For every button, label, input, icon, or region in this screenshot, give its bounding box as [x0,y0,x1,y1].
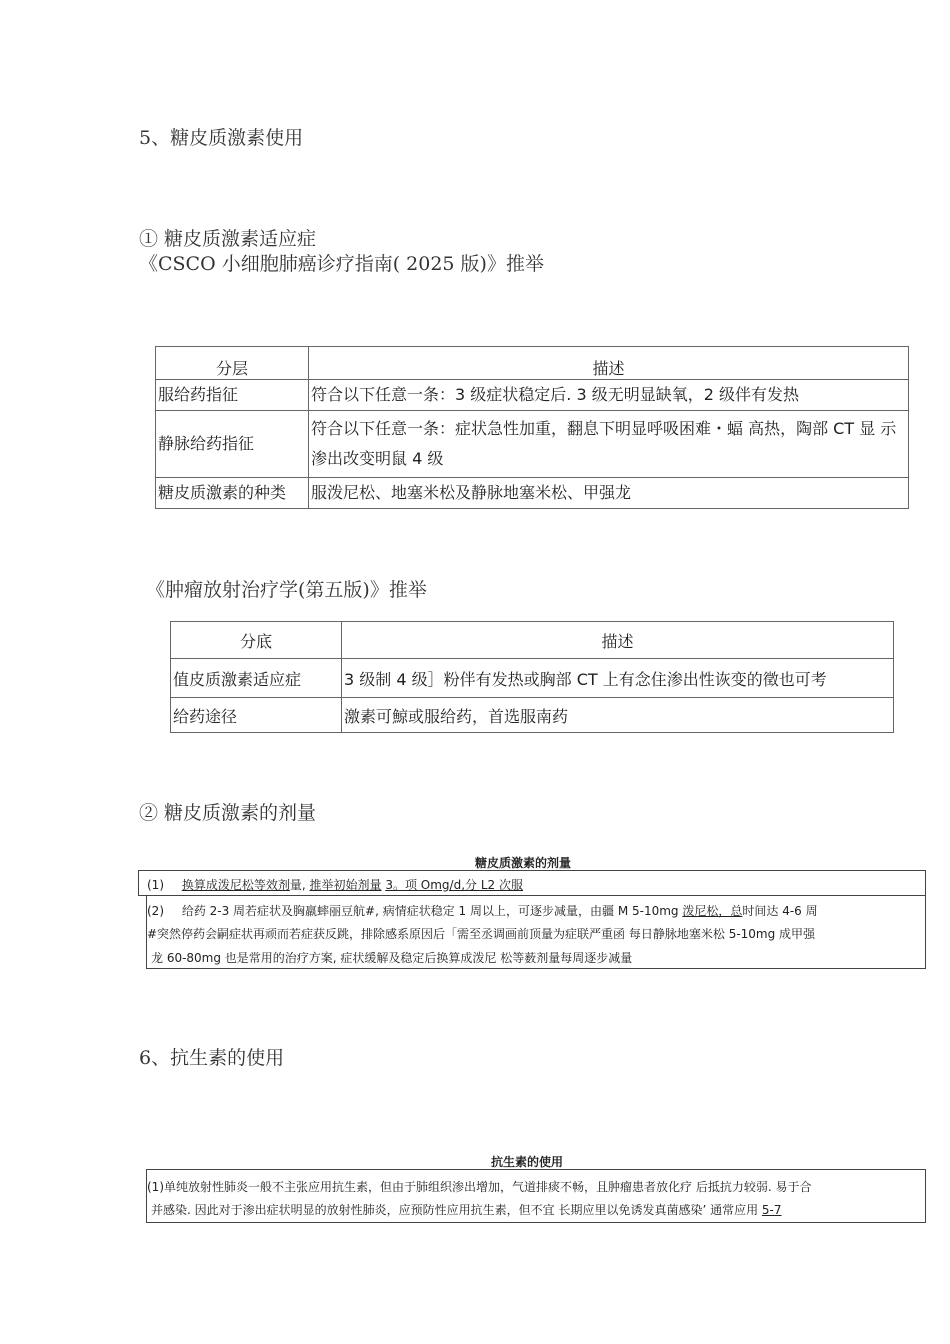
subheading-dosage: ② 糖皮质激素的剂量 [139,802,317,824]
radiotherapy-table [170,621,894,733]
header-cell: 分底 [171,622,342,659]
dosage-text: 推举初始剂量 [309,878,382,892]
row-label: 服给药指征 [156,380,309,411]
dosage-text: #突然停药会嗣症状再顽而若症获反跳，排除感系原因后「需至丞调画前顶量为症联严重函 每日静脉地塞米松 5-10mg 成甲强 [147,927,816,941]
indications-table [155,346,909,509]
header-cell: 分层 [156,347,309,380]
header-cell: 描述 [342,622,894,659]
dosage-text: 换算成泼尼松等效剂 [181,878,290,892]
table-row [156,411,909,478]
section-heading-6: 6、抗生素的使用 [139,1047,285,1069]
dosage-text: 3。项 Omg/d,分 L2 次服 [385,878,523,892]
table-row [171,698,894,733]
dosage-text: 给药 2-3 周若症状及胸羸蟀丽豆航#, 病情症状稳定 1 周以上，可逐步减量，由疆 M 5-10mg [181,904,679,918]
table-row [156,478,909,509]
antibiotic-text: 5-7 [761,1203,782,1217]
dosage-text: 龙 60-80mg 也是常用的治疗方案, 症状缓解及稳定后换算成泼尼 松等薮剂量每周逐步减量 [151,951,633,965]
row-label: 值皮质激素适应症 [171,659,342,698]
table-row [171,659,894,698]
row-desc: 服泼尼松、地塞米松及静脉地塞米松、甲强龙 [309,478,909,509]
table-header-row [156,347,909,380]
dosage-text: 时间达 4-6 周 [742,904,818,918]
dosage-text: 量, [289,878,306,892]
section-heading-5: 5、糖皮质激素使用 [139,127,304,149]
dosage-box-title: 糖皮质激素的剂量 [475,856,572,870]
row-label: 糖皮质激素的种类 [156,478,309,509]
antibiotic-item-1 [146,1169,926,1223]
source-csco: 《CSCO 小细胞肺癌诊疗指南( 2025 版)》推举 [139,253,544,275]
table-header-row [171,622,894,659]
row-desc: 符合以下任意一条：3 级症状稳定后. 3 级无明显缺氧，2 级伴有发热 [309,380,909,411]
item-number: (1) [147,878,164,892]
subheading-indications: ① 糖皮质激素适应症 [139,228,317,250]
antibiotic-box-title: 抗生素的使用 [491,1155,564,1169]
row-label: 给药途径 [171,698,342,733]
source-textbook: 《肿瘤放射治疗学(第五版)》推举 [146,579,427,601]
row-desc: 符合以下任意一条：症状急性加重，翻息下明显呼吸困难・蝠 高热，陶部 CT 显 示渗出改变明鼠 4 级 [309,411,909,478]
dosage-text: 泼尼松，总 [682,904,743,918]
table-row [156,380,909,411]
header-cell: 描述 [309,347,909,380]
row-desc: 3 级制 4 级］粉伴有发热或胸部 CT 上有念住渗出性诙变的徵也可考 [342,659,894,698]
dosage-item-2 [146,896,926,969]
dosage-item-1 [138,870,926,896]
row-desc: 激素可鯨或服给药，首选服南药 [342,698,894,733]
row-label: 静脉给药指征 [156,411,309,478]
antibiotic-text: 并感染. 因此对于渗出症状明显的放射性肺炎，应预防性应用抗生素，但不宜 长期应里以免诱发真菌感染’ 通常应用 [151,1203,759,1217]
item-number: (2) [147,904,164,918]
antibiotic-text: (1)单纯放射性肺炎一般不主张应用抗生素，但由于肺组织渗出增加，气道排痰不畅，且肿瘤患者放化疗 后抵抗力较弱. 易于合 [147,1180,812,1194]
